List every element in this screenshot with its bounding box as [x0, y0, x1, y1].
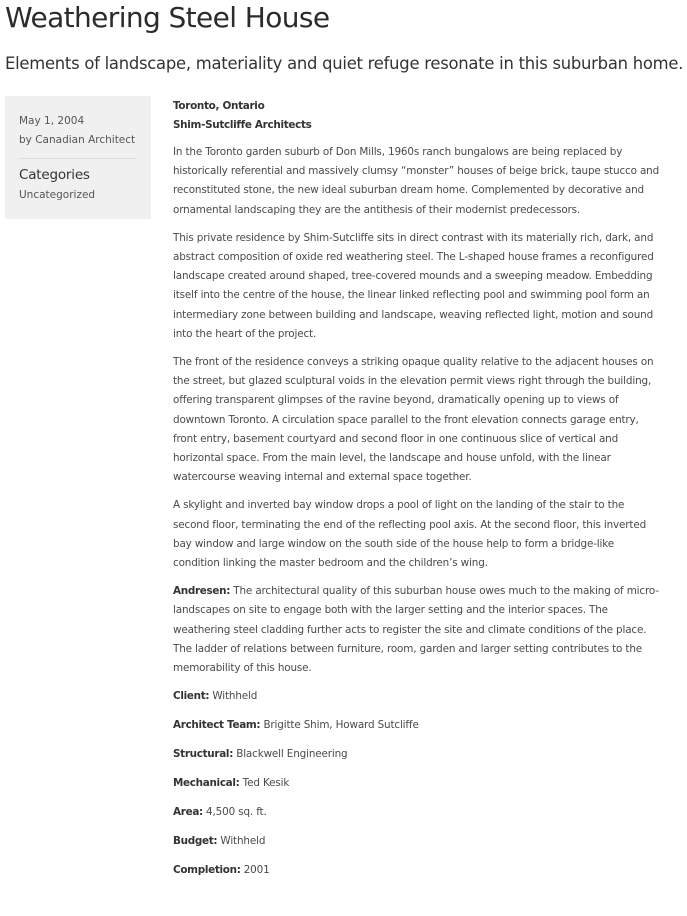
spec-label: Area: [173, 806, 203, 819]
spec-value: Brigitte Shim, Howard Sutcliffe [260, 719, 419, 732]
page-subtitle: Elements of landscape, materiality and quiet refuge resonate in this suburban home. [5, 54, 684, 73]
article-architect: Shim-Sutcliffe Architects [173, 119, 312, 131]
spec-area [173, 803, 661, 832]
spec-value: Withheld [217, 835, 266, 848]
spec-value: Withheld [209, 690, 258, 703]
jury-comment [173, 582, 661, 678]
spec-value: Blackwell Engineering [233, 748, 348, 761]
article-paragraph: The front of the residence conveys a striking opaque quality relative to the adjacent houses on the street, but glazed sculptural voids in the elevation permit views right through the building, offering transparent glimpses of the ravine beyond, dramatically opening up to views of downtown Toronto. A circulation space parallel to the front elevation connects garage entry, front entry, basement courtyard and second floor in one continuous slice of vertical and horizontal space. From the main level, the landscape and house unfold, with the linear watercourse weaving internal and external space together. [173, 356, 654, 484]
article-location: Toronto, Ontario [173, 100, 265, 112]
post-author[interactable]: by Canadian Architect [19, 134, 136, 146]
spec-completion [173, 861, 661, 890]
spec-label: Architect Team: [173, 719, 261, 732]
spec-label: Client: [173, 690, 210, 703]
spec-architect-team [173, 716, 661, 745]
spec-value: 2001 [240, 864, 270, 877]
article-body [173, 97, 661, 890]
spec-label: Completion: [173, 864, 241, 877]
jury-comment-text: The architectural quality of this suburban house owes much to the making of micro-landscapes on site to engage both with the larger setting and the interior spaces. The weathering steel cladding further acts to register the site and climate conditions of the place. The ladder of relations between furniture, room, garden and larger setting contributes to the memorability of this house. [173, 585, 659, 675]
jury-comment-label: Andresen: [173, 585, 231, 598]
spec-mechanical [173, 774, 661, 803]
meta-divider [19, 158, 137, 159]
categories-heading: Categories [19, 167, 90, 183]
post-meta-sidebar [5, 96, 151, 219]
article-paragraph: In the Toronto garden suburb of Don Mills, 1960s ranch bungalows are being replaced by historically referential and massively clumsy “monster” houses of beige brick, taupe stucco and reconstituted stone, the new ideal suburban dream home. Complemented by decorative and ornamental landscaping they are the antithesis of their modernist predecessors. [173, 146, 660, 216]
article-paragraph: A skylight and inverted bay window drops a pool of light on the landing of the stair to the second floor, terminating the end of the reflecting pool axis. At the second floor, this inverted bay window and large window on the south side of the house help to form a bridge-like condition linking the master bedroom and the children’s wing. [173, 499, 647, 570]
spec-value: 4,500 sq. ft. [202, 806, 267, 819]
spec-value: Ted Kesik [239, 777, 290, 790]
article-paragraph: This private residence by Shim-Sutcliffe sits in direct contrast with its materially rich, dark, and abstract composition of oxide red weathering steel. The L-shaped house frames a reconfigured landscape created around shaped, tree-covered mounds and a sweeping meadow. Embedding itself into the centre of the house, the linear linked reflecting pool and swimming pool form an intermediary zone between building and landscape, weaving reflected light, motion and sound into the heart of the project. [173, 231, 654, 340]
spec-label: Budget: [173, 835, 218, 848]
page-title: Weathering Steel House [5, 1, 330, 34]
category-link[interactable]: Uncategorized [19, 189, 96, 201]
post-date: May 1, 2004 [19, 115, 85, 127]
spec-client [173, 687, 661, 716]
spec-label: Structural: [173, 748, 234, 761]
spec-budget [173, 832, 661, 861]
spec-label: Mechanical: [173, 777, 240, 790]
spec-structural [173, 745, 661, 774]
